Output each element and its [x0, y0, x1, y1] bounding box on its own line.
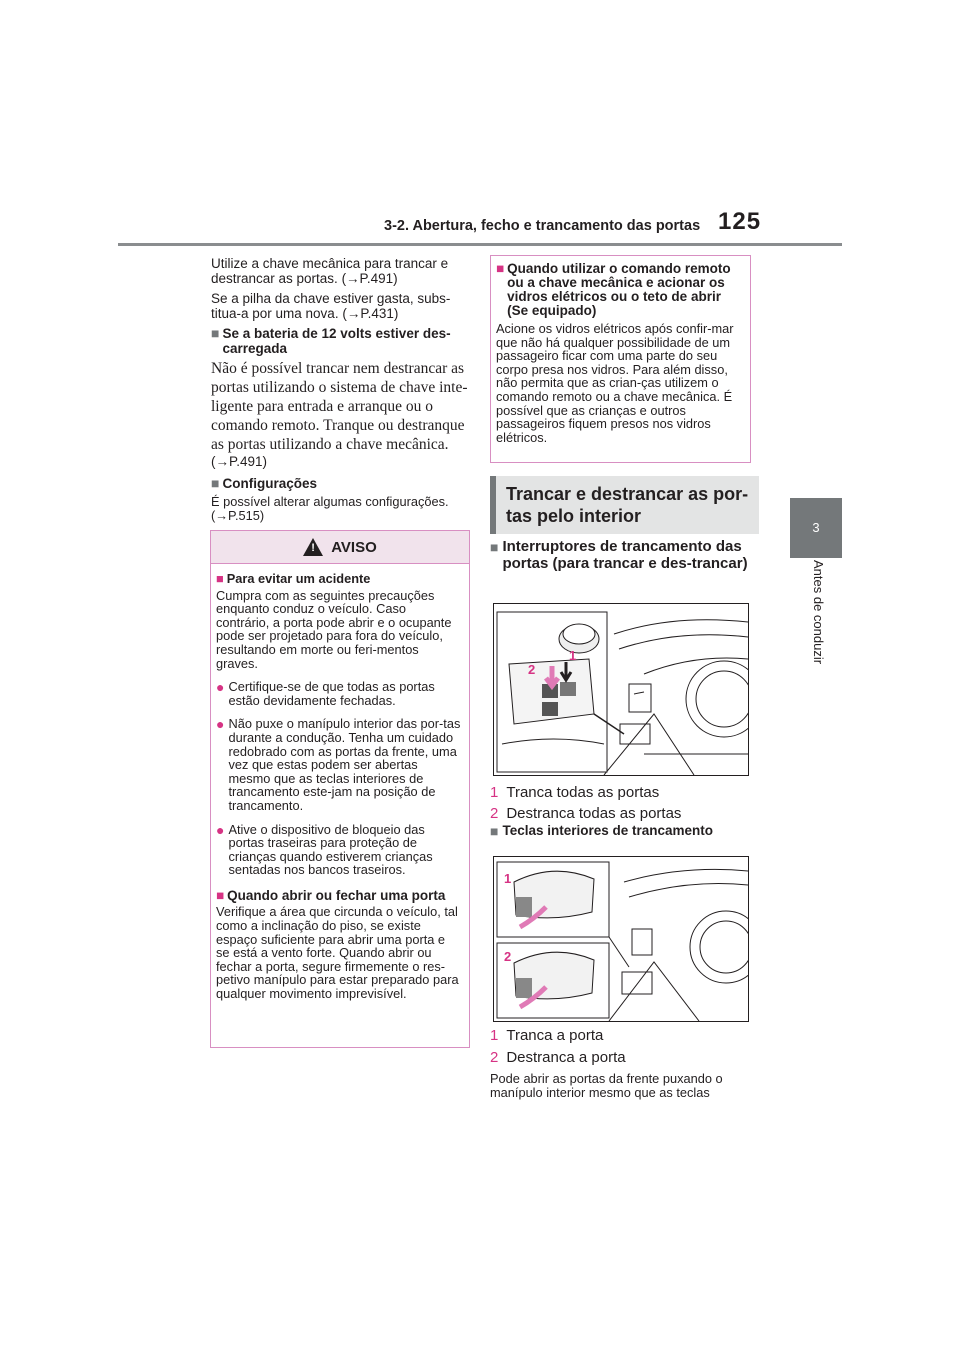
item-text: Tranca a porta — [506, 1027, 604, 1044]
square-bullet-icon: ■ — [211, 475, 220, 491]
item-number: 1 — [490, 1027, 499, 1044]
warning-bullet-text: Ative o dispositivo de bloqueio das portas traseiras para proteção de crianças quando estiverem crianças sentadas nos bancos traseiros. — [228, 821, 433, 878]
figure2-callout-1: 1 — [504, 871, 512, 886]
figure2-callout-2: 2 — [504, 949, 512, 964]
warning-triangle-icon — [303, 538, 323, 556]
switch-item — [490, 782, 681, 803]
button-item — [490, 1025, 626, 1047]
warning-section-2-text: Verifique a área que circunda o veículo, tal como a inclinação do piso, se existe espaço suficiente para abrir uma porta e se está a vento forte. Quando abrir ou fechar a porta, segure firmemente o res-petivo manípulo para estar preparado para qualquer movimento imprevisível. — [216, 904, 459, 1001]
section-header-title: 3-2. Abertura, fecho e trancamento das portas — [384, 218, 701, 234]
switches-heading-row — [490, 539, 752, 572]
note-text: Acione os vidros elétricos após confir-mar que não há qualquer possibilidade de um passageiro ficar com uma parte do seu corpo presa nos vidros. Para além disso, não permita que as crian-ças utilizem o comando remoto ou a chave mecânica. É possível que as crianças e outros passageiros fiquem presos nos vidros elétricos. — [496, 321, 734, 445]
battery-heading-row — [211, 326, 468, 356]
warning-bullet-text: Certifique-se de que todas as portas estão devidamente fechadas. — [228, 679, 435, 708]
warning-content — [211, 564, 469, 1001]
config-heading: Configurações — [222, 476, 317, 491]
header-divider — [118, 243, 842, 246]
warning-bullet — [216, 717, 461, 812]
button-item — [490, 1047, 626, 1069]
warning-header — [211, 531, 469, 564]
item-text: Tranca todas as portas — [506, 784, 660, 801]
door-lock-switch-drawing — [494, 604, 748, 775]
button-items-list — [490, 1025, 626, 1069]
square-bullet-icon: ■ — [490, 823, 499, 839]
item-text: Destranca todas as portas — [506, 805, 682, 822]
square-bullet-icon: ■ — [211, 325, 220, 341]
interior-lock-button-illustration — [493, 856, 749, 1022]
warning-bullet — [216, 680, 461, 707]
interior-lock-button-drawing — [494, 857, 748, 1021]
square-bullet-icon: ■ — [216, 887, 225, 903]
item-number: 1 — [490, 784, 499, 801]
buttons-heading: Teclas interiores de trancamento — [502, 823, 714, 838]
figure1-callout-1: 1 — [569, 648, 577, 663]
config-heading-row — [211, 476, 468, 491]
section-title: Trancar e destrancar as por-tas pelo interior — [490, 476, 759, 534]
item-number: 2 — [490, 805, 499, 822]
chapter-number: 3 — [812, 520, 820, 535]
note-box — [490, 255, 751, 463]
note-content — [491, 256, 750, 444]
battery-reference: (→P.491) — [211, 454, 268, 469]
warning-section-2-heading-row — [216, 889, 461, 904]
warning-bullet-text: Não puxe o manípulo interior das por-tas durante a condução. Tenha um cuidado redobrado com as portas da frente, uma vez que estas podem ser abertas mesmo que as teclas interiores de trancamento este-jam na posição de trancamento. — [228, 716, 461, 813]
figure1-callout-2: 2 — [528, 662, 536, 677]
bullet-dot-icon: ● — [216, 716, 225, 733]
warning-section-1-text: Cumpra com as seguintes precauções enquanto conduz o veículo. Caso contrário, a porta pode abrir e o ocupante pode ser projetado para fora do veículo, resultando em morte ou feri-mentos graves. — [216, 587, 452, 671]
battery-heading: Se a bateria de 12 volts estiver des-carregada — [222, 326, 451, 356]
chapter-label — [786, 560, 846, 720]
warning-section-1-heading: Para evitar um acidente — [226, 571, 371, 586]
square-bullet-icon: ■ — [490, 539, 499, 555]
warning-box — [210, 530, 470, 1048]
item-text: Destranca a porta — [506, 1049, 626, 1066]
config-paragraph: É possível alterar algumas configurações. — [211, 494, 449, 509]
switch-item — [490, 803, 681, 824]
warning-label: AVISO — [331, 538, 377, 556]
intro-paragraph-1: Utilize a chave mecânica para trancar e destrancar as portas. (→P.491) — [211, 256, 449, 286]
note-heading-row — [496, 262, 742, 318]
chapter-label-text: Antes de conduzir — [811, 560, 826, 665]
square-bullet-icon: ■ — [496, 261, 505, 276]
buttons-heading-row — [490, 823, 713, 839]
square-bullet-icon: ■ — [216, 571, 224, 586]
note-heading: Quando utilizar o comando remoto ou a chave mecânica e acionar os vidros elétricos ou o teto de abrir (Se equipado) — [507, 261, 731, 318]
warning-section-2-heading: Quando abrir ou fechar uma porta — [227, 887, 446, 903]
footer-paragraph: Pode abrir as portas da frente puxando o manípulo interior mesmo que as teclas — [490, 1071, 723, 1100]
config-reference: (→P.515) — [211, 507, 265, 523]
switches-heading: Interruptores de trancamento das portas (para trancar e des-trancar) — [502, 538, 748, 572]
warning-section-1-heading-row — [216, 572, 461, 586]
door-lock-switch-illustration — [493, 603, 749, 776]
bullet-dot-icon: ● — [216, 821, 225, 838]
bullet-dot-icon: ● — [216, 679, 225, 696]
chapter-tab — [790, 498, 842, 558]
battery-paragraph: Não é possível trancar nem destrancar as portas utilizando o sistema de chave inte-ligente para entrada e arranque ou o comando remoto. Tranque ou destranque as portas utilizando a chave mecânica. — [211, 360, 468, 453]
switch-items-list — [490, 782, 681, 824]
left-column — [211, 256, 468, 522]
warning-bullet — [216, 823, 461, 877]
item-number: 2 — [490, 1049, 499, 1066]
intro-paragraph-2: Se a pilha da chave estiver gasta, subs-titua-a por uma nova. (→P.431) — [211, 291, 451, 321]
page-number: 125 — [718, 208, 762, 235]
